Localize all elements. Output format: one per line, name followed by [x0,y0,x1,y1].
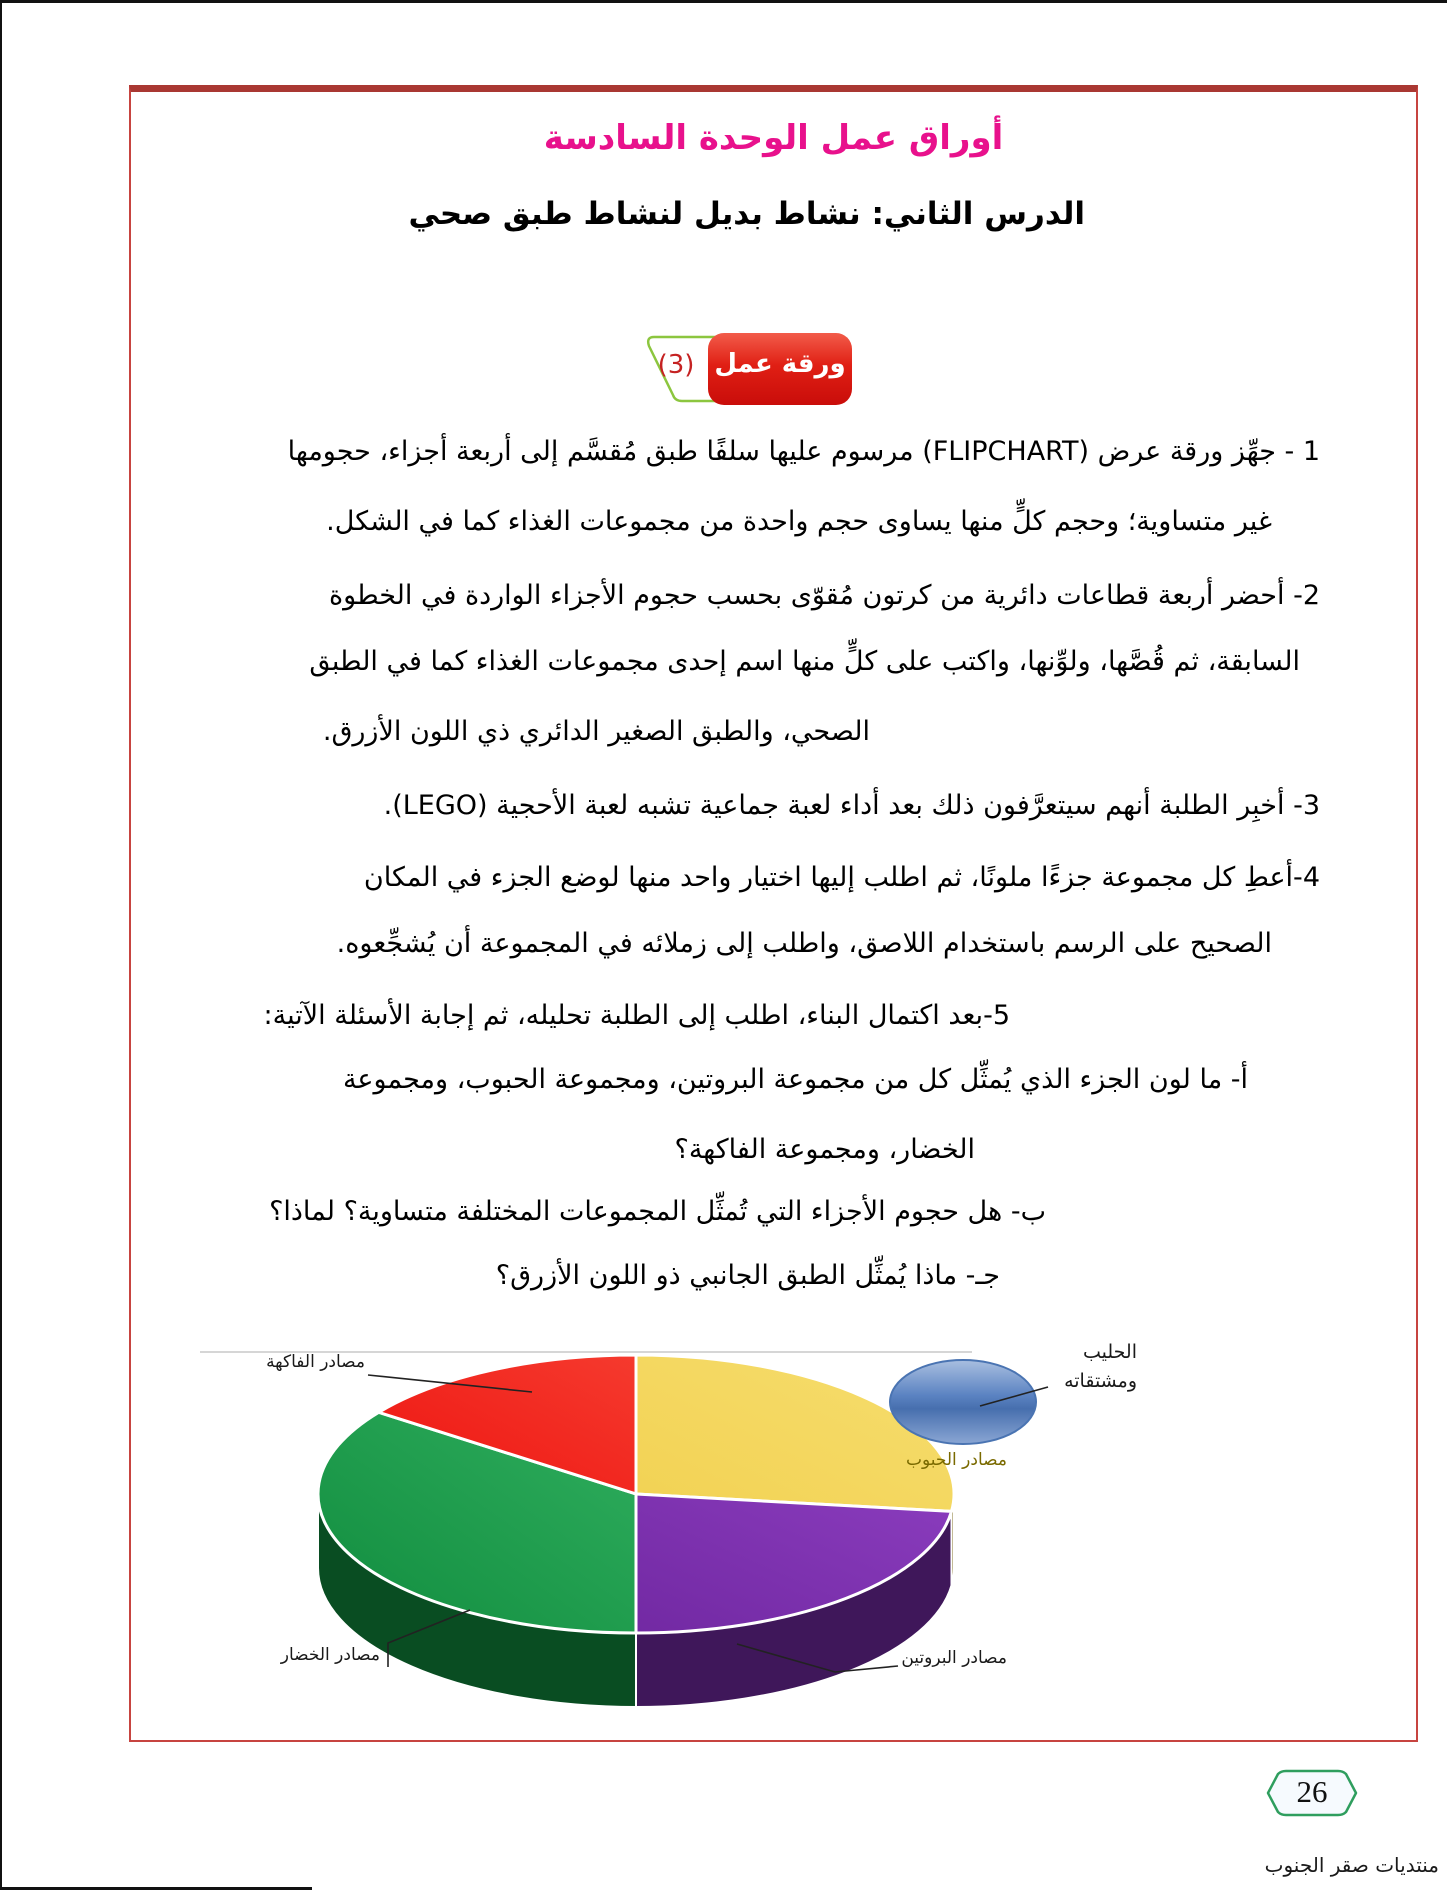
instruction-line: 4-أعطِ كل مجموعة جزءًا ملونًا، ثم اطلب إليها اختيار واحد منها لوضع الجزء في المكان [363,862,1320,893]
instruction-line: 2- أحضر أربعة قطاعات دائرية من كرتون مُقوّى بحسب حجوم الأجزاء الواردة في الخطوة [329,580,1320,611]
milk-side-plate-label: الحليب ومشتقاته [1064,1341,1137,1392]
fruit-sources-label: مصادر الفاكهة [266,1352,365,1372]
worksheet-number: (3) [657,350,695,380]
worksheet-label: ورقة عمل [714,349,846,379]
lesson-subtitle: الدرس الثاني: نشاط بديل لنشاط طبق صحي [408,196,1085,232]
scan-edge-left [0,0,2,1890]
scan-edge-top [0,0,1447,3]
instruction-line: 5-بعد اكتمال البناء، اطلب إلى الطلبة تحليله، ثم إجابة الأسئلة الآتية: [263,1000,1010,1031]
healthy-plate-pie-chart [180,1345,1150,1745]
page-title: أوراق عمل الوحدة السادسة [543,118,1004,158]
grain-sources-label: مصادر الحبوب [905,1450,1007,1470]
forum-watermark: منتديات صقر الجنوب [1264,1853,1439,1877]
instruction-line: السابقة، ثم قُصَّها، ولوِّنها، واكتب على كلٍّ منها اسم إحدى مجموعات الغذاء كما في الطبق [309,646,1300,677]
question-line-a: أ- ما لون الجزء الذي يُمثِّل كل من مجموعة البروتين، ومجموعة الحبوب، ومجموعة [342,1064,1248,1095]
question-line-c: جـ- ماذا يُمثِّل الطبق الجانبي ذو اللون الأزرق؟ [495,1260,1000,1291]
milk-side-plate [890,1360,1036,1444]
instruction-line: الصحي، والطبق الصغير الدائري ذي اللون الأزرق. [322,716,870,747]
instruction-line: 1 - جهِّز ورقة عرض (FLIPCHART) مرسوم عليها سلفًا طبق مُقسَّم إلى أربعة أجزاء، حجومها [287,436,1320,467]
instruction-line: غير متساوية؛ وحجم كلٍّ منها يساوى حجم واحدة من مجموعات الغذاء كما في الشكل. [326,506,1272,537]
protein-sources-label: مصادر البروتين [901,1648,1007,1668]
question-line-a2: الخضار، ومجموعة الفاكهة؟ [674,1134,975,1165]
page-number: 26 [1296,1774,1328,1809]
vegetable-sources-label: مصادر الخضار [280,1645,380,1665]
worksheet-badge [630,330,860,410]
pie-wedges [318,1355,954,1707]
instruction-line: الصحيح على الرسم باستخدام اللاصق، واطلب إلى زملائه في المجموعة أن يُشجِّعوه. [336,928,1272,959]
page-number-badge [1262,1766,1362,1820]
instruction-line: 3- أخبِر الطلبة أنهم سيتعرَّفون ذلك بعد أداء لعبة جماعية تشبه لعبة الأحجية (LEGO). [383,790,1320,821]
question-line-b: ب- هل حجوم الأجزاء التي تُمثِّل المجموعات المختلفة متساوية؟ لماذا؟ [269,1196,1046,1227]
